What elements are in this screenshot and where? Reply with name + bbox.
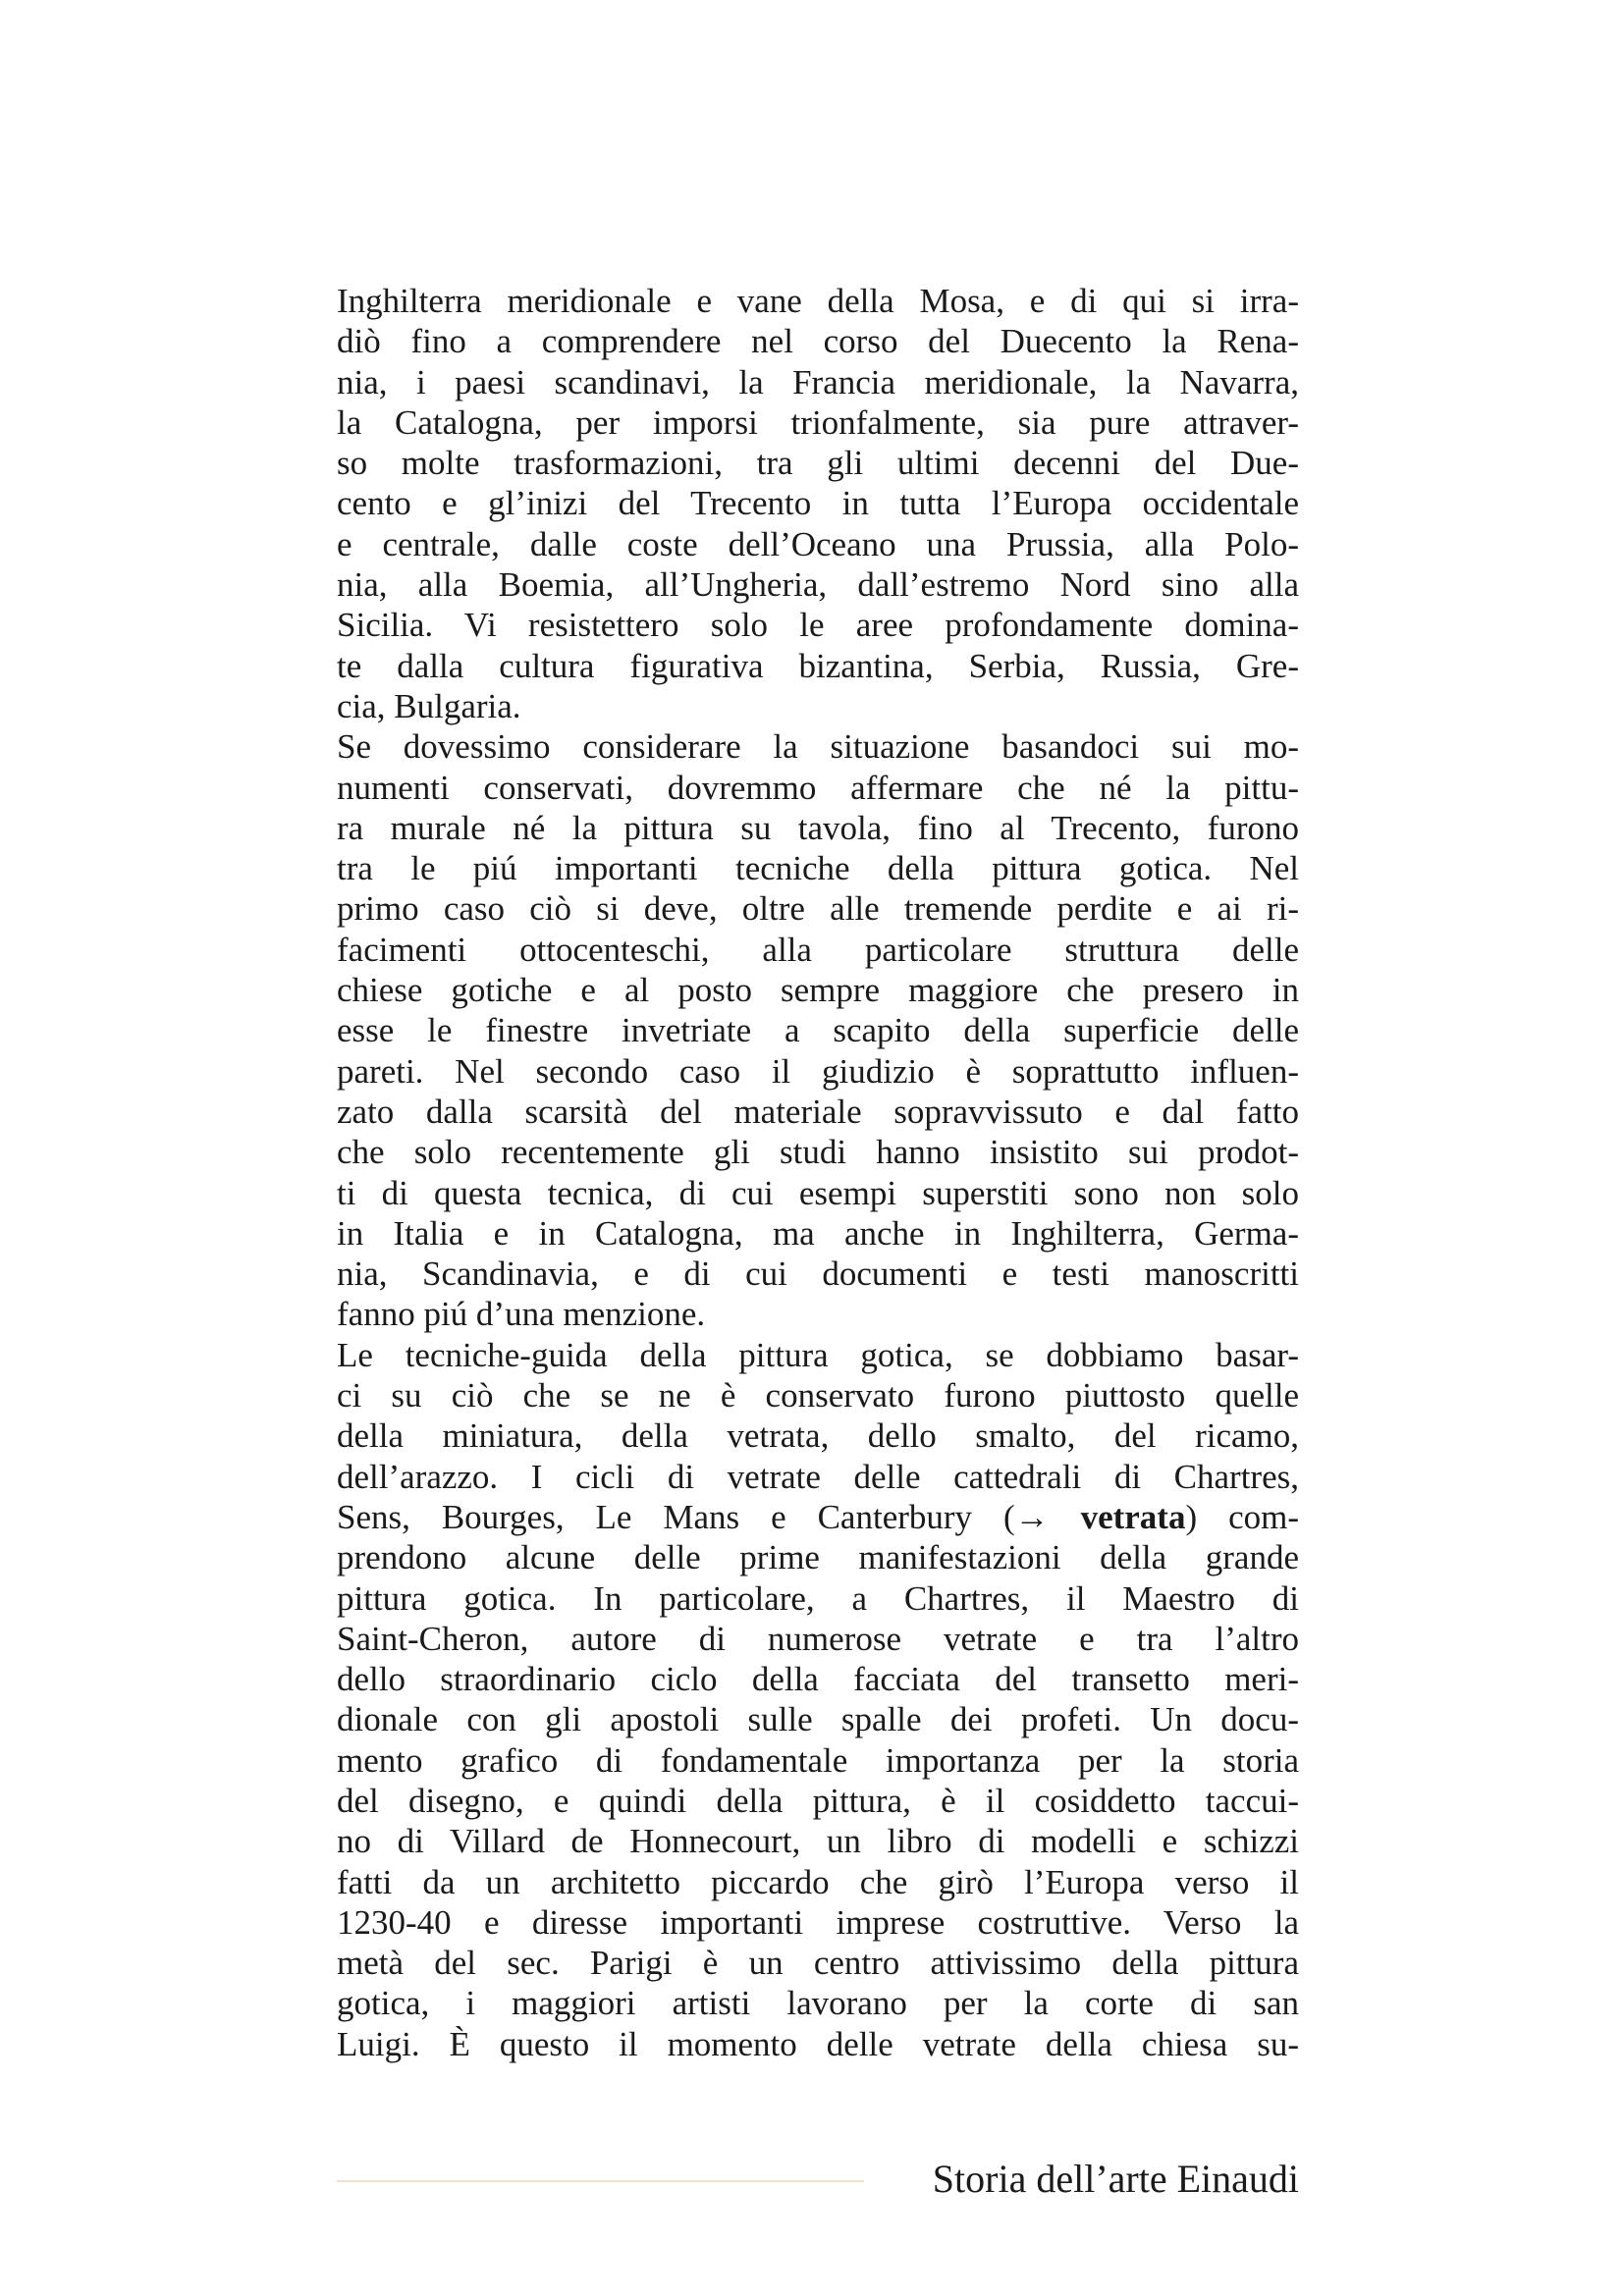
text-line: pittura gotica. In particolare, a Chartres, il Maestro di [337, 1578, 1299, 1618]
text-line: nia, Scandinavia, e di cui documenti e testi manoscritti [337, 1255, 1299, 1294]
text-line: no di Villard de Honnecourt, un libro di modelli e schizzi [337, 1822, 1299, 1861]
text-line: pareti. Nel secondo caso il giudizio è soprattutto influen- [337, 1051, 1299, 1091]
footer-publication-title: Storia dell’arte Einaudi [932, 2157, 1299, 2201]
text-line: nia, i paesi scandinavi, la Francia meridionale, la Navarra, [337, 362, 1299, 401]
text-line: zato dalla scarsità del materiale sopravvissuto e dal fatto [337, 1092, 1299, 1131]
text-line: dello straordinario ciclo della facciata del transetto meri- [337, 1660, 1299, 1699]
text-line: gotica, i maggiori artisti lavorano per la corte di san [337, 1984, 1299, 2023]
text-line: nia, alla Boemia, all’Ungheria, dall’estremo Nord sino alla [337, 565, 1299, 605]
text-line: primo caso ciò si deve, oltre alle tremende perdite e ai ri- [337, 889, 1299, 929]
paragraph-2 [337, 726, 1299, 1334]
text-line: chiese gotiche e al posto sempre maggiore che presero in [337, 971, 1299, 1010]
text-line: in Italia e in Catalogna, ma anche in Inghilterra, Germa- [337, 1213, 1299, 1253]
text-line: ci su ciò che se ne è conservato furono piuttosto quelle [337, 1376, 1299, 1415]
text-line: metà del sec. Parigi è un centro attivissimo della pittura [337, 1944, 1299, 1983]
text-line: prendono alcune delle prime manifestazioni della grande [337, 1538, 1299, 1577]
text-line: diò fino a comprendere nel corso del Duecento la Rena- [337, 322, 1299, 361]
text-line: che solo recentemente gli studi hanno insistito sui prodot- [337, 1133, 1299, 1172]
body-text [337, 281, 1299, 2064]
paragraph-3 [337, 1335, 1299, 2064]
cross-reference-line [337, 1497, 1299, 1537]
cross-reference-link[interactable]: vetrata [1080, 1497, 1186, 1536]
text-line: Inghilterra meridionale e vane della Mosa, e di qui si irra- [337, 282, 1299, 320]
text-line: del disegno, e quindi della pittura, è il cosiddetto taccui- [337, 1781, 1299, 1820]
text-line: la Catalogna, per imporsi trionfalmente, sia pure attraver- [337, 402, 1299, 442]
text-line: ti di questa tecnica, di cui esempi superstiti sono non solo [337, 1173, 1299, 1212]
text-line: Se dovessimo considerare la situazione basandoci sui mo- [337, 727, 1299, 767]
paragraph-1 [337, 281, 1299, 726]
text-line: esse le finestre invetriate a scapito della superficie delle [337, 1011, 1299, 1050]
footer-divider [337, 2180, 864, 2182]
text-line: fatti da un architetto piccardo che girò l’Europa verso il [337, 1862, 1299, 1901]
text-line: e centrale, dalle coste dell’Oceano una Prussia, alla Polo- [337, 524, 1299, 563]
text-line: numenti conservati, dovremmo affermare che né la pittu- [337, 768, 1299, 807]
text-line: dionale con gli apostoli sulle spalle dei profeti. Un docu- [337, 1700, 1299, 1739]
text-line: te dalla cultura figurativa bizantina, Serbia, Russia, Gre- [337, 646, 1299, 685]
text-line: facimenti ottocenteschi, alla particolare struttura delle [337, 930, 1299, 969]
text-line: mento grafico di fondamentale importanza per la storia [337, 1740, 1299, 1780]
text-line: della miniatura, della vetrata, dello smalto, del ricamo, [337, 1416, 1299, 1456]
text-line: Sicilia. Vi resistettero solo le aree profondamente domina- [337, 606, 1299, 645]
text-line: Saint-Cheron, autore di numerose vetrate e tra l’altro [337, 1619, 1299, 1658]
text-line: ra murale né la pittura su tavola, fino al Trecento, furono [337, 808, 1299, 847]
text-line: dell’arazzo. I cicli di vetrate delle cattedrali di Chartres, [337, 1457, 1299, 1496]
text-line: cia, Bulgaria. [337, 686, 521, 725]
text-line: 1230-40 e diresse importanti imprese costruttive. Verso la [337, 1902, 1299, 1942]
text-fragment: ) com- [1185, 1497, 1299, 1536]
text-line: cento e gl’inizi del Trecento in tutta l’Europa occidentale [337, 484, 1299, 523]
text-line: tra le piú importanti tecniche della pittura gotica. Nel [337, 849, 1299, 888]
text-line: fanno piú d’una menzione. [337, 1295, 706, 1334]
text-fragment: Sens, Bourges, Le Mans e Canterbury (→ [337, 1497, 1081, 1536]
text-line: Le tecniche-guida della pittura gotica, se dobbiamo basar- [337, 1335, 1299, 1374]
text-line: so molte trasformazioni, tra gli ultimi decenni del Due- [337, 444, 1299, 483]
text-line: Luigi. È questo il momento delle vetrate della chiesa su- [337, 2024, 1299, 2063]
